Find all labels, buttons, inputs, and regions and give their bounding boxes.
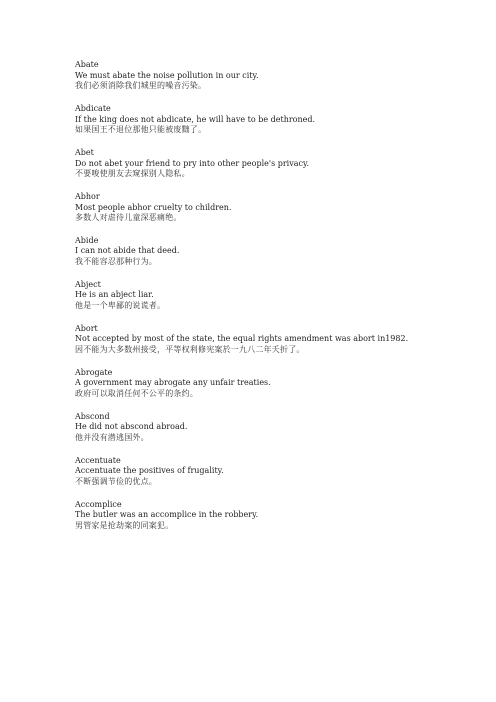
entry-word: Abide: [75, 235, 99, 245]
entry-example: Most people abhor cruelty to children.: [75, 202, 232, 212]
vocab-entry-abate: [75, 60, 475, 92]
entry-example: If the king does not abdicate, he will have to be dethroned.: [75, 114, 316, 124]
vocab-entry-abet: [75, 148, 475, 180]
entry-word: Accentuate: [75, 455, 121, 465]
vocab-entry-abscond: [75, 412, 475, 444]
entry-word: Abject: [75, 279, 101, 289]
entry-example: The butler was an accomplice in the robbery.: [75, 510, 259, 520]
entry-word: Abhor: [75, 191, 100, 201]
entry-translation: 不要唆使朋友去窥探别人隐私。: [75, 169, 190, 179]
entry-example: Do not abet your friend to pry into other people's privacy.: [75, 158, 309, 168]
entry-word: Accomplice: [75, 499, 122, 509]
entry-translation: 我们必须消除我们城里的噪音污染。: [75, 81, 207, 91]
vocab-entry-abide: [75, 236, 475, 268]
vocab-entry-abhor: [75, 192, 475, 224]
entry-example: We must abate the noise pollution in our city.: [75, 70, 259, 80]
vocab-entry-accentuate: [75, 456, 475, 488]
entry-word: Abdicate: [75, 103, 111, 113]
vocab-entry-abort: [75, 324, 475, 356]
entry-word: Abet: [75, 147, 94, 157]
entry-word: Abscond: [75, 411, 110, 421]
entry-translation: 不断强调节俭的优点。: [75, 476, 157, 486]
entry-translation: 多数人对虐待儿童深恶痛绝。: [75, 213, 182, 223]
entry-translation: 政府可以取消任何不公平的条约。: [75, 388, 198, 398]
entry-example: Not accepted by most of the state, the equal rights amendment was abort in1982.: [75, 334, 409, 344]
entry-example: Accentuate the positives of frugality.: [75, 466, 224, 476]
entry-translation: 如果国王不退位那他只能被废黜了。: [75, 125, 207, 135]
entry-translation: 男管家是抢劫案的同案犯。: [75, 520, 174, 530]
vocabulary-list: [75, 60, 475, 544]
entry-word: Abate: [75, 60, 99, 69]
entry-translation: 他并没有潜逃国外。: [75, 432, 149, 442]
entry-translation: 因不能为大多数州接受，平等权利修宪案於一九八二年夭折了。: [75, 345, 305, 354]
entry-example: A government may abrogate any unfair treaties.: [75, 378, 271, 388]
entry-word: Abort: [75, 323, 98, 333]
vocab-entry-abdicate: [75, 104, 475, 136]
entry-example: I can not abide that deed.: [75, 246, 180, 256]
vocab-entry-abject: [75, 280, 475, 312]
entry-word: Abrogate: [75, 367, 113, 377]
vocab-entry-abrogate: [75, 368, 475, 400]
vocab-entry-accomplice: [75, 500, 475, 532]
entry-translation: 他是一个卑鄙的说谎者。: [75, 301, 166, 311]
entry-translation: 我不能容忍那种行为。: [75, 257, 157, 267]
entry-example: He is an abject liar.: [75, 290, 154, 300]
entry-example: He did not abscond abroad.: [75, 422, 188, 432]
